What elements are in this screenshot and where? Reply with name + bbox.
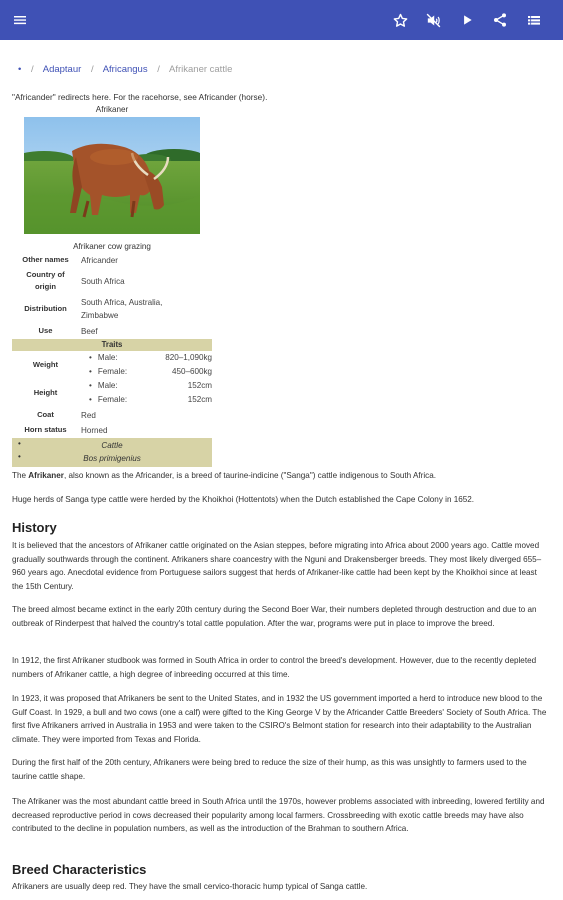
weight-male	[81, 351, 212, 365]
bullet-label: • Female:	[89, 365, 127, 379]
weight-female	[81, 365, 212, 379]
infobox-value: South Africa, Australia, Zimbabwe	[81, 298, 163, 320]
breadcrumb	[18, 64, 232, 75]
bullet-value: 152cm	[187, 381, 212, 390]
infobox-value: Red	[81, 410, 96, 420]
bullet-label: • Female:	[89, 393, 127, 407]
bullet-value: 450–600kg	[171, 367, 212, 376]
play-icon[interactable]	[451, 0, 483, 40]
infobox-value: Beef	[81, 326, 98, 336]
infobox-value: Africander	[81, 255, 118, 265]
cow-photo[interactable]	[24, 117, 200, 234]
history-paragraph-3: In 1912, the first Afrikaner studbook was formed in South Africa in order to control the breed's development. However, due to the recently depleted numbers of Afrikaner cattle, a high degree of inbreeding occurred at this time.	[12, 656, 537, 679]
infobox-key: Horn status	[24, 425, 67, 434]
breadcrumb-separator: /	[157, 64, 160, 75]
hatnote: "Africander" redirects here. For the racehorse, see Africander (horse).	[12, 92, 268, 102]
view-list-icon[interactable]	[518, 0, 550, 40]
height-female	[81, 393, 212, 407]
breadcrumb-item-adaptaur[interactable]: Adaptaur	[42, 64, 82, 75]
intro-paragraph	[12, 469, 550, 483]
taxonomy-bullet: •	[18, 439, 21, 448]
volume-off-icon[interactable]	[417, 0, 449, 40]
infobox-title: Afrikaner	[95, 105, 129, 114]
breadcrumb-separator: /	[90, 64, 94, 75]
height-values	[79, 379, 212, 407]
infobox-row-coat	[12, 408, 212, 422]
infobox-row-use	[12, 323, 212, 339]
infobox-key: Country of origin	[26, 270, 65, 291]
breadcrumb-home[interactable]: •	[18, 64, 22, 75]
infobox-key: Coat	[37, 410, 54, 419]
infobox-row-country	[12, 267, 212, 295]
breadcrumb-current: Afrikaner cattle	[169, 64, 233, 75]
intro-paragraph-2: Huge herds of Sanga type cattle were herded by the Khoikhoi (Hottentots) when the Dutch established the Cape Colony in 1652.	[12, 495, 475, 504]
star-icon[interactable]	[384, 0, 416, 40]
weight-values	[79, 351, 212, 379]
image-caption: Afrikaner cow grazing	[73, 242, 151, 251]
infobox-row-horn	[12, 422, 212, 438]
history-paragraph-5: During the first half of the 20th century, Afrikaners were being bred to reduce the size of their hump, as this was unsightly to farmers used to the taurine cattle shape.	[12, 758, 527, 781]
infobox-row-weight	[12, 351, 212, 379]
infobox-key: Other names	[22, 255, 69, 264]
intro-bold: Afrikaner	[28, 471, 64, 480]
history-heading: History	[12, 520, 57, 535]
history-paragraph-6: The Afrikaner was the most abundant cattle breed in South Africa until the 1970s, however problems associated with inbreeding, lowered fertility and decreased reproductive period in cows decreased their popularity among local farmers. Crossbreeding with exotic cattle breeds may have also contributed to the decline in population numbers, as well as the introduction of the Brahman to southern Africa.	[12, 797, 545, 833]
infobox-key: Height	[33, 388, 58, 397]
infobox-row-height	[12, 379, 212, 407]
infobox-key: Use	[38, 326, 53, 335]
infobox-value: Horned	[81, 425, 108, 435]
height-male	[81, 379, 212, 393]
intro-post: , also known as the Africander, is a breed of taurine-indicine ("Sanga") cattle indigenous to South Africa.	[63, 471, 437, 480]
breed-heading: Breed Characteristics	[12, 862, 147, 877]
taxonomy-bos[interactable]: Bos primigenius	[83, 454, 141, 463]
app-bar	[0, 0, 563, 40]
breadcrumb-separator: /	[30, 64, 34, 75]
infobox	[12, 103, 212, 467]
history-paragraph-4: In 1923, it was proposed that Afrikaners be sent to the United States, and in 1932 the US government imported a herd to introduce new blood to the Gulf Coast. In 1929, a bull and two cows (one a calf) were gifted to the King George V by the Africander Cattle Breeders' Society of South Africa. The first five Afrikaners arrived in Australia in 1953 and were taken to the CSIRO's Belmont station for research into their adaptability to the Australian climate. They were imported from Texas and Florida.	[12, 694, 547, 744]
traits-header: Traits	[12, 339, 212, 351]
taxonomy-box	[12, 438, 212, 467]
taxonomy-cattle[interactable]: Cattle	[101, 441, 123, 450]
intro-pre: The	[12, 471, 29, 480]
infobox-value: South Africa	[81, 276, 125, 286]
infobox-row-distribution	[12, 295, 212, 323]
bullet-label: • Male:	[89, 379, 118, 393]
infobox-key: Weight	[32, 360, 59, 369]
taxonomy-bullet: •	[18, 452, 21, 461]
bullet-label: • Male:	[89, 351, 118, 365]
infobox-key: Distribution	[24, 304, 67, 313]
share-icon[interactable]	[484, 0, 516, 40]
breadcrumb-item-africangus[interactable]: Africangus	[102, 64, 148, 75]
infobox-row-other-names	[12, 253, 212, 267]
bullet-value: 152cm	[187, 395, 212, 404]
menu-icon[interactable]	[4, 0, 36, 40]
history-paragraph-2: The breed almost became extinct in the early 20th century during the Second Boer War, their numbers depleted through destruction and due to an outbreak of Rinderpest that halved the country's total cattle population. After the war, programs were put in place to improve the breed.	[12, 605, 537, 628]
breed-paragraph-1: Afrikaners are usually deep red. They have the small cervico-thoracic hump typical of Sanga cattle.	[12, 882, 368, 891]
history-paragraph-1: It is believed that the ancestors of Afrikaner cattle originated on the Asian steppes, before migrating into Africa about 2000 years ago. Cattle moved gradually southwards through the continent. Afrikaners share coancestry with the Nguni and Drakensberger breeds. They most likely diverged 655–960 years ago. Anecdotal evidence from Portuguese sailors suggest that herds of Afrikaner-like cattle had been kept by the Khoikhoi since at least the 15th Century.	[12, 541, 542, 591]
bullet-value: 820–1,090kg	[165, 353, 212, 362]
